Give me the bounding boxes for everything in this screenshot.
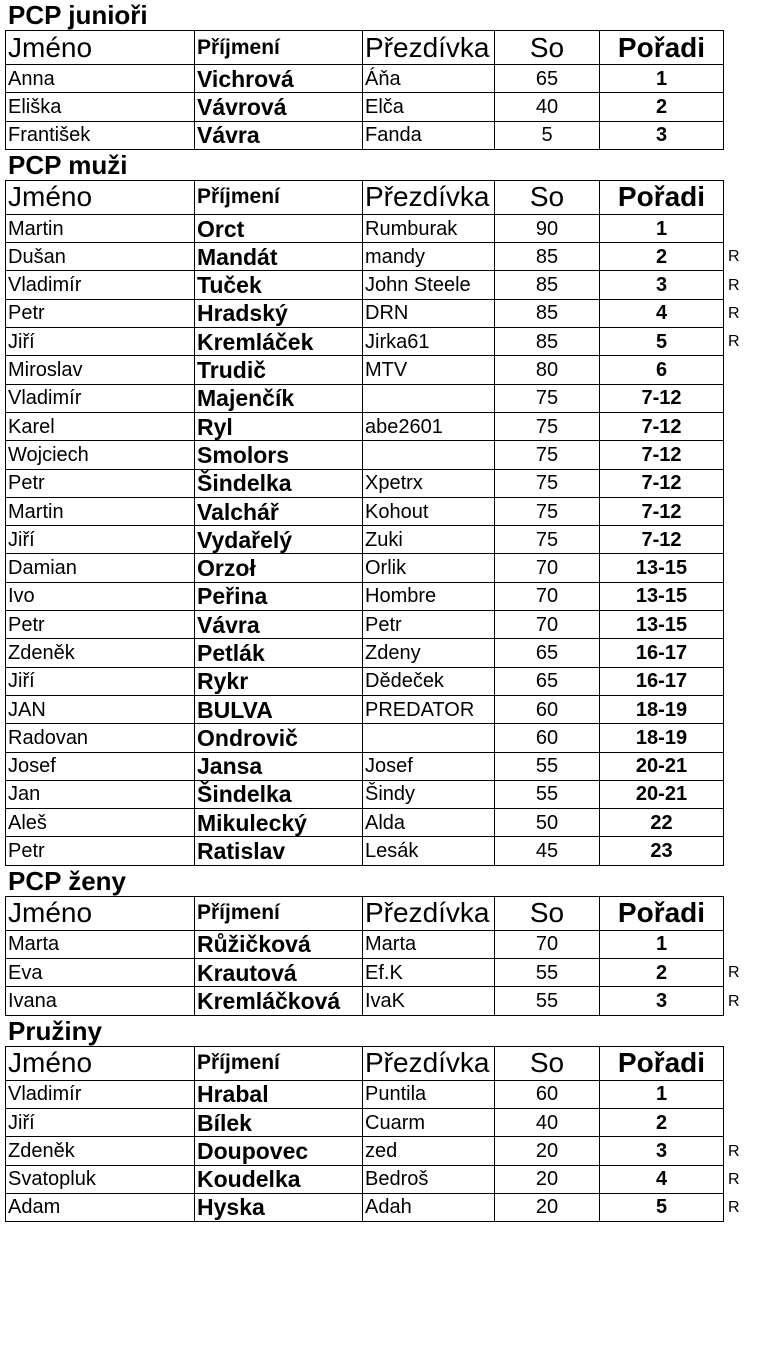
- table-row: [6, 987, 724, 1015]
- rank-cell: 3: [600, 271, 724, 299]
- nickname-cell: Zdeny: [363, 639, 495, 667]
- rank-cell: 1: [600, 930, 724, 958]
- first-name-cell: Ivo: [6, 582, 195, 610]
- rank-cell: 20-21: [600, 752, 724, 780]
- rank-cell: 18-19: [600, 724, 724, 752]
- header-rank: Pořadi: [600, 180, 724, 214]
- first-name-cell: Radovan: [6, 724, 195, 752]
- score-cell: 5: [495, 121, 600, 149]
- first-name-cell: Petr: [6, 837, 195, 865]
- results-section: [0, 1016, 760, 1222]
- surname-cell: Hradský: [195, 299, 363, 327]
- nickname-cell: DRN: [363, 299, 495, 327]
- first-name-cell: Ivana: [6, 987, 195, 1015]
- table-row: [6, 497, 724, 525]
- score-cell: 55: [495, 987, 600, 1015]
- first-name-cell: Vladimír: [6, 384, 195, 412]
- row-mark: R: [728, 332, 740, 350]
- rank-cell: 16-17: [600, 639, 724, 667]
- score-cell: 40: [495, 93, 600, 121]
- table-row: [6, 695, 724, 723]
- table-row: [6, 441, 724, 469]
- first-name-cell: Damian: [6, 554, 195, 582]
- first-name-cell: Eva: [6, 959, 195, 987]
- table-row: [6, 93, 724, 121]
- surname-cell: Vichrová: [195, 65, 363, 93]
- surname-cell: Tuček: [195, 271, 363, 299]
- nickname-cell: Lesák: [363, 837, 495, 865]
- rank-cell: 13-15: [600, 611, 724, 639]
- table-row: [6, 271, 724, 299]
- first-name-cell: Josef: [6, 752, 195, 780]
- section-title: PCP junioři: [8, 0, 148, 30]
- surname-cell: Doupovec: [195, 1137, 363, 1165]
- header-first-name: Jméno: [6, 31, 195, 65]
- table-row: [6, 328, 724, 356]
- rank-cell: 20-21: [600, 780, 724, 808]
- rank-cell: 2: [600, 243, 724, 271]
- surname-cell: Peřina: [195, 582, 363, 610]
- score-cell: 70: [495, 582, 600, 610]
- surname-cell: Orct: [195, 214, 363, 242]
- first-name-cell: Petr: [6, 611, 195, 639]
- nickname-cell: Ef.K: [363, 959, 495, 987]
- results-section: [0, 866, 760, 1016]
- nickname-cell: Elča: [363, 93, 495, 121]
- nickname-cell: Jirka61: [363, 328, 495, 356]
- header-first-name: Jméno: [6, 896, 195, 930]
- nickname-cell: [363, 384, 495, 412]
- score-cell: 75: [495, 497, 600, 525]
- rank-cell: 18-19: [600, 695, 724, 723]
- first-name-cell: Martin: [6, 214, 195, 242]
- first-name-cell: JAN: [6, 695, 195, 723]
- table-row: [6, 384, 724, 412]
- table-row: [6, 214, 724, 242]
- surname-cell: Ryl: [195, 412, 363, 440]
- nickname-cell: Puntila: [363, 1080, 495, 1108]
- score-cell: 85: [495, 328, 600, 356]
- surname-cell: Vydařelý: [195, 526, 363, 554]
- score-cell: 75: [495, 441, 600, 469]
- rank-cell: 4: [600, 299, 724, 327]
- results-table: [5, 896, 724, 1016]
- rank-cell: 13-15: [600, 582, 724, 610]
- header-first-name: Jméno: [6, 1046, 195, 1080]
- rank-cell: 5: [600, 1193, 724, 1221]
- surname-cell: BULVA: [195, 695, 363, 723]
- rank-cell: 5: [600, 328, 724, 356]
- table-row: [6, 412, 724, 440]
- section-title: Pružiny: [8, 1015, 102, 1046]
- first-name-cell: Jan: [6, 780, 195, 808]
- row-mark: R: [728, 992, 740, 1010]
- first-name-cell: Jiří: [6, 667, 195, 695]
- score-cell: 70: [495, 554, 600, 582]
- rank-cell: 7-12: [600, 384, 724, 412]
- table-row: [6, 1080, 724, 1108]
- nickname-cell: [363, 724, 495, 752]
- header-row: [6, 31, 724, 65]
- first-name-cell: Petr: [6, 469, 195, 497]
- first-name-cell: Eliška: [6, 93, 195, 121]
- row-mark: R: [728, 1142, 740, 1160]
- nickname-cell: Bedroš: [363, 1165, 495, 1193]
- surname-cell: Kremláček: [195, 328, 363, 356]
- table-row: [6, 243, 724, 271]
- nickname-cell: Alda: [363, 809, 495, 837]
- score-cell: 65: [495, 639, 600, 667]
- surname-cell: Hyska: [195, 1193, 363, 1221]
- score-cell: 55: [495, 752, 600, 780]
- score-cell: 55: [495, 780, 600, 808]
- first-name-cell: Martin: [6, 497, 195, 525]
- score-cell: 70: [495, 930, 600, 958]
- nickname-cell: Marta: [363, 930, 495, 958]
- rank-cell: 3: [600, 121, 724, 149]
- section-title: PCP muži: [8, 149, 128, 180]
- row-mark: R: [728, 963, 740, 981]
- nickname-cell: Adah: [363, 1193, 495, 1221]
- surname-cell: Majenčík: [195, 384, 363, 412]
- surname-cell: Petlák: [195, 639, 363, 667]
- nickname-cell: [363, 441, 495, 469]
- nickname-cell: Fanda: [363, 121, 495, 149]
- surname-cell: Ratislav: [195, 837, 363, 865]
- table-row: [6, 1193, 724, 1221]
- surname-cell: Kremláčková: [195, 987, 363, 1015]
- score-cell: 50: [495, 809, 600, 837]
- surname-cell: Vávra: [195, 121, 363, 149]
- table-row: [6, 639, 724, 667]
- table-row: [6, 299, 724, 327]
- score-cell: 20: [495, 1193, 600, 1221]
- header-score: So: [495, 896, 600, 930]
- row-mark: R: [728, 247, 740, 265]
- rank-cell: 7-12: [600, 412, 724, 440]
- nickname-cell: Cuarm: [363, 1108, 495, 1136]
- row-mark: R: [728, 1170, 740, 1188]
- table-row: [6, 65, 724, 93]
- nickname-cell: abe2601: [363, 412, 495, 440]
- rank-cell: 7-12: [600, 441, 724, 469]
- nickname-cell: Orlik: [363, 554, 495, 582]
- score-cell: 80: [495, 356, 600, 384]
- score-cell: 85: [495, 271, 600, 299]
- results-table: [5, 30, 724, 150]
- score-cell: 20: [495, 1165, 600, 1193]
- table-row: [6, 356, 724, 384]
- surname-cell: Hrabal: [195, 1080, 363, 1108]
- first-name-cell: Jiří: [6, 526, 195, 554]
- surname-cell: Šindelka: [195, 469, 363, 497]
- first-name-cell: Adam: [6, 1193, 195, 1221]
- first-name-cell: Karel: [6, 412, 195, 440]
- nickname-cell: zed: [363, 1137, 495, 1165]
- results-section: [0, 0, 760, 150]
- header-nickname: Přezdívka: [363, 31, 495, 65]
- table-row: [6, 809, 724, 837]
- nickname-cell: Áňa: [363, 65, 495, 93]
- header-row: [6, 896, 724, 930]
- rank-cell: 3: [600, 1137, 724, 1165]
- header-surname: Příjmení: [195, 896, 363, 930]
- nickname-cell: Zuki: [363, 526, 495, 554]
- first-name-cell: Zdeněk: [6, 1137, 195, 1165]
- first-name-cell: Petr: [6, 299, 195, 327]
- results-table: [5, 180, 724, 866]
- surname-cell: Smolors: [195, 441, 363, 469]
- header-nickname: Přezdívka: [363, 1046, 495, 1080]
- surname-cell: Mandát: [195, 243, 363, 271]
- nickname-cell: PREDATOR: [363, 695, 495, 723]
- score-cell: 75: [495, 412, 600, 440]
- surname-cell: Růžičková: [195, 930, 363, 958]
- first-name-cell: Miroslav: [6, 356, 195, 384]
- header-nickname: Přezdívka: [363, 180, 495, 214]
- row-mark: R: [728, 1198, 740, 1216]
- first-name-cell: Vladimír: [6, 1080, 195, 1108]
- rank-cell: 2: [600, 1108, 724, 1136]
- surname-cell: Koudelka: [195, 1165, 363, 1193]
- score-cell: 65: [495, 65, 600, 93]
- score-cell: 55: [495, 959, 600, 987]
- rank-cell: 16-17: [600, 667, 724, 695]
- first-name-cell: Dušan: [6, 243, 195, 271]
- score-cell: 75: [495, 384, 600, 412]
- surname-cell: Vávra: [195, 611, 363, 639]
- table-row: [6, 780, 724, 808]
- table-row: [6, 526, 724, 554]
- header-score: So: [495, 180, 600, 214]
- first-name-cell: Jiří: [6, 1108, 195, 1136]
- nickname-cell: Dědeček: [363, 667, 495, 695]
- surname-cell: Mikulecký: [195, 809, 363, 837]
- table-row: [6, 724, 724, 752]
- first-name-cell: Anna: [6, 65, 195, 93]
- nickname-cell: mandy: [363, 243, 495, 271]
- surname-cell: Rykr: [195, 667, 363, 695]
- surname-cell: Orzoł: [195, 554, 363, 582]
- header-row: [6, 180, 724, 214]
- header-first-name: Jméno: [6, 180, 195, 214]
- header-rank: Pořadi: [600, 1046, 724, 1080]
- nickname-cell: Petr: [363, 611, 495, 639]
- nickname-cell: John Steele: [363, 271, 495, 299]
- score-cell: 60: [495, 1080, 600, 1108]
- rank-cell: 7-12: [600, 497, 724, 525]
- table-row: [6, 121, 724, 149]
- header-score: So: [495, 1046, 600, 1080]
- nickname-cell: Rumburak: [363, 214, 495, 242]
- first-name-cell: Vladimír: [6, 271, 195, 299]
- table-row: [6, 837, 724, 865]
- table-row: [6, 1137, 724, 1165]
- header-rank: Pořadi: [600, 31, 724, 65]
- rank-cell: 1: [600, 1080, 724, 1108]
- rank-cell: 7-12: [600, 469, 724, 497]
- header-nickname: Přezdívka: [363, 896, 495, 930]
- score-cell: 60: [495, 695, 600, 723]
- rank-cell: 2: [600, 959, 724, 987]
- rank-cell: 6: [600, 356, 724, 384]
- rank-cell: 13-15: [600, 554, 724, 582]
- surname-cell: Ondrovič: [195, 724, 363, 752]
- first-name-cell: Marta: [6, 930, 195, 958]
- score-cell: 40: [495, 1108, 600, 1136]
- header-rank: Pořadi: [600, 896, 724, 930]
- table-row: [6, 554, 724, 582]
- header-surname: Příjmení: [195, 1046, 363, 1080]
- score-cell: 70: [495, 611, 600, 639]
- row-mark: R: [728, 276, 740, 294]
- rank-cell: 4: [600, 1165, 724, 1193]
- results-section: [0, 150, 760, 866]
- score-cell: 75: [495, 469, 600, 497]
- header-surname: Příjmení: [195, 31, 363, 65]
- score-cell: 45: [495, 837, 600, 865]
- table-row: [6, 930, 724, 958]
- rank-cell: 1: [600, 65, 724, 93]
- table-row: [6, 959, 724, 987]
- table-row: [6, 582, 724, 610]
- table-row: [6, 469, 724, 497]
- score-cell: 75: [495, 526, 600, 554]
- rank-cell: 7-12: [600, 526, 724, 554]
- rank-cell: 23: [600, 837, 724, 865]
- first-name-cell: Svatopluk: [6, 1165, 195, 1193]
- score-cell: 20: [495, 1137, 600, 1165]
- nickname-cell: Šindy: [363, 780, 495, 808]
- table-row: [6, 1108, 724, 1136]
- surname-cell: Vávrová: [195, 93, 363, 121]
- surname-cell: Jansa: [195, 752, 363, 780]
- row-mark: R: [728, 304, 740, 322]
- score-cell: 90: [495, 214, 600, 242]
- surname-cell: Krautová: [195, 959, 363, 987]
- nickname-cell: Hombre: [363, 582, 495, 610]
- score-cell: 60: [495, 724, 600, 752]
- section-title: PCP ženy: [8, 865, 127, 896]
- results-table: [5, 1046, 724, 1222]
- score-cell: 65: [495, 667, 600, 695]
- table-row: [6, 611, 724, 639]
- rank-cell: 2: [600, 93, 724, 121]
- rank-cell: 3: [600, 987, 724, 1015]
- surname-cell: Bílek: [195, 1108, 363, 1136]
- table-row: [6, 752, 724, 780]
- nickname-cell: MTV: [363, 356, 495, 384]
- header-score: So: [495, 31, 600, 65]
- first-name-cell: Aleš: [6, 809, 195, 837]
- first-name-cell: Zdeněk: [6, 639, 195, 667]
- surname-cell: Šindelka: [195, 780, 363, 808]
- first-name-cell: Wojciech: [6, 441, 195, 469]
- nickname-cell: IvaK: [363, 987, 495, 1015]
- surname-cell: Trudič: [195, 356, 363, 384]
- nickname-cell: Xpetrx: [363, 469, 495, 497]
- rank-cell: 1: [600, 214, 724, 242]
- nickname-cell: Josef: [363, 752, 495, 780]
- header-surname: Příjmení: [195, 180, 363, 214]
- header-row: [6, 1046, 724, 1080]
- score-cell: 85: [495, 299, 600, 327]
- rank-cell: 22: [600, 809, 724, 837]
- nickname-cell: Kohout: [363, 497, 495, 525]
- first-name-cell: František: [6, 121, 195, 149]
- table-row: [6, 667, 724, 695]
- surname-cell: Valchář: [195, 497, 363, 525]
- score-cell: 85: [495, 243, 600, 271]
- first-name-cell: Jiří: [6, 328, 195, 356]
- table-row: [6, 1165, 724, 1193]
